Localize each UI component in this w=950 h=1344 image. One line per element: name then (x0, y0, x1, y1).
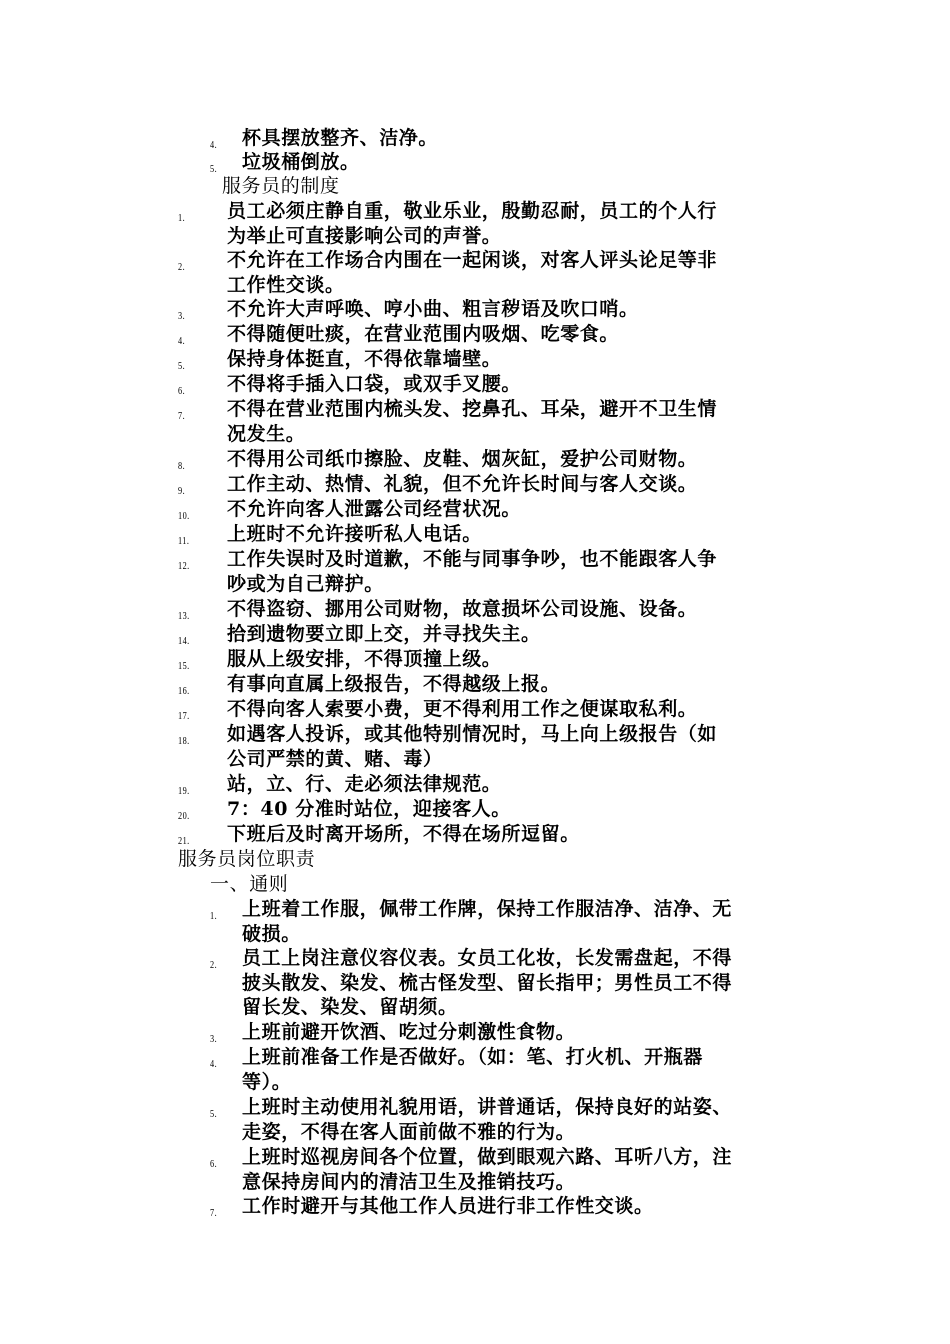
item-number: 5. (178, 360, 186, 372)
item-text: 站，立、行、走必须法律规范。 (227, 773, 502, 795)
item-number: 7. (178, 410, 186, 422)
section-title: 服务员的制度 (222, 175, 340, 197)
item-text: 员工上岗注意仪容仪表。女员工化妆，长发需盘起，不得 披头散发、染发、梳古怪发型、留长指甲；男性员工不得 留长发、染发、留胡须。 (242, 947, 733, 1018)
item-text: 服从上级安排，不得顶撞上级。 (227, 648, 502, 670)
item-text: 如遇客人投诉，或其他特别情况时，马上向上级报告（如 公司严禁的黄、赌、毒） (227, 723, 718, 770)
item-number: 19. (178, 785, 190, 797)
item-text: 不允许大声呼唤、哼小曲、粗言秽语及吹口哨。 (227, 298, 639, 320)
item-text: 不得随便吐痰，在营业范围内吸烟、吃零食。 (227, 323, 620, 345)
item-text: 不允许向客人泄露公司经营状况。 (227, 498, 522, 520)
item-text: 保持身体挺直，不得依靠墙壁。 (227, 348, 502, 370)
item-number: 5. (210, 1108, 218, 1120)
item-text: 垃圾桶倒放。 (242, 151, 360, 173)
item-number: 18. (178, 735, 190, 747)
item-number: 6. (210, 1158, 218, 1170)
item-number: 17. (178, 710, 190, 722)
item-number: 13. (178, 610, 190, 622)
item-text: 有事向直属上级报告，不得越级上报。 (227, 673, 561, 695)
item-number: 3. (178, 310, 186, 322)
item-text: 工作主动、热情、礼貌，但不允许长时间与客人交谈。 (227, 473, 698, 495)
item-text: 上班前避开饮酒、吃过分刺激性食物。 (242, 1021, 576, 1043)
item-text: 不允许在工作场合内围在一起闲谈，对客人评头论足等非 工作性交谈。 (227, 249, 718, 296)
item-text: 不得向客人索要小费，更不得利用工作之便谋取私利。 (227, 698, 698, 720)
item-number: 7. (210, 1207, 218, 1219)
item-number: 2. (178, 261, 186, 273)
item-number: 15. (178, 660, 190, 672)
item-text: 上班时巡视房间各个位置，做到眼观六路、耳听八方，注 意保持房间内的清洁卫生及推销技巧。 (242, 1146, 733, 1193)
section-title: 服务员岗位职责 (178, 848, 316, 870)
item-number: 1. (178, 212, 186, 224)
item-text: 上班时主动使用礼貌用语，讲普通话，保持良好的站姿、 走姿，不得在客人面前做不雅的行为。 (242, 1096, 733, 1143)
item-number: 14. (178, 635, 190, 647)
section-subtitle: 一、通则 (210, 873, 289, 895)
item-text: 拾到遗物要立即上交，并寻找失主。 (227, 623, 541, 645)
item-number: 16. (178, 685, 190, 697)
item-number: 4. (178, 335, 186, 347)
item-text: 工作失误时及时道歉，不能与同事争吵，也不能跟客人争 吵或为自己辩护。 (227, 548, 718, 595)
item-text: 上班时不允许接听私人电话。 (227, 523, 482, 545)
item-text: 上班着工作服，佩带工作牌，保持工作服洁净、洁净、无 破损。 (242, 898, 733, 945)
item-number: 10. (178, 510, 190, 522)
item-number: 8. (178, 460, 186, 472)
item-number: 12. (178, 560, 190, 572)
item-number: 9. (178, 485, 186, 497)
item-text: 上班前准备工作是否做好。（如：笔、打火机、开瓶器 等）。 (242, 1046, 703, 1093)
item-number: 2. (210, 959, 218, 971)
item-number: 21. (178, 835, 190, 847)
item-text: 不得在营业范围内梳头发、挖鼻孔、耳朵，避开不卫生情 况发生。 (227, 398, 718, 445)
item-text: 不得用公司纸巾擦脸、皮鞋、烟灰缸，爱护公司财物。 (227, 448, 698, 470)
item-number: 5. (210, 163, 218, 175)
item-text: 不得盗窃、挪用公司财物，故意损坏公司设施、设备。 (227, 598, 698, 620)
item-number: 1. (210, 910, 218, 922)
item-text: 员工必须庄静自重，敬业乐业，殷勤忍耐，员工的个人行 为举止可直接影响公司的声誉。 (227, 200, 718, 247)
item-number: 3. (210, 1033, 218, 1045)
item-number: 4. (210, 139, 218, 151)
item-number: 6. (178, 385, 186, 397)
item-number: 4. (210, 1058, 218, 1070)
item-text: 工作时避开与其他工作人员进行非工作性交谈。 (242, 1195, 654, 1217)
item-text: 不得将手插入口袋，或双手叉腰。 (227, 373, 522, 395)
item-number: 11. (178, 535, 190, 547)
item-text: 杯具摆放整齐、洁净。 (242, 127, 439, 149)
item-text: 下班后及时离开场所，不得在场所逗留。 (227, 823, 580, 845)
item-number: 20. (178, 810, 190, 822)
item-text: 7：40 分准时站位，迎接客人。 (227, 798, 511, 820)
